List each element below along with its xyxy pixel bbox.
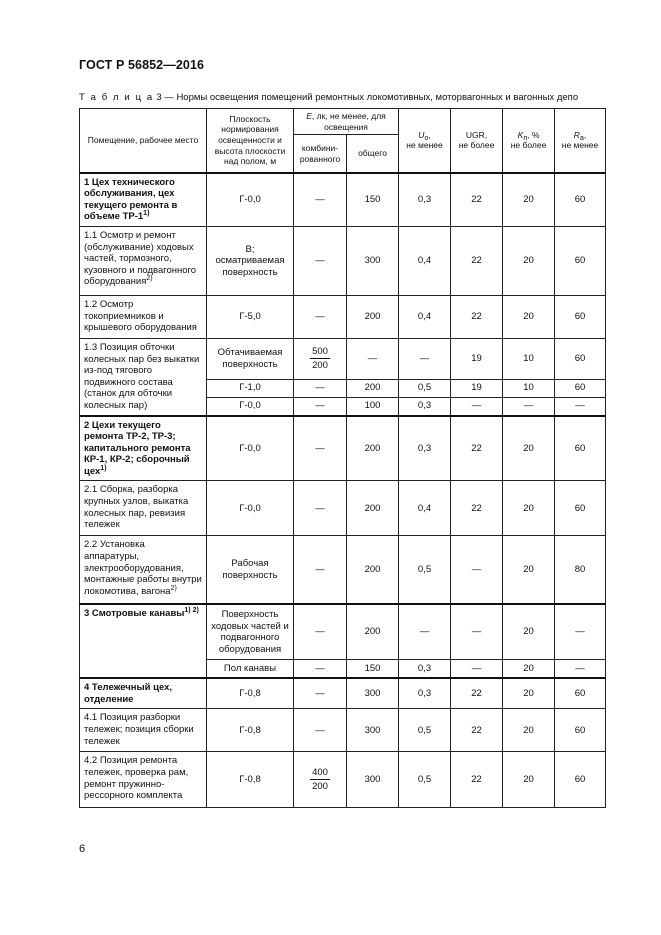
kp-cell: 20 xyxy=(503,536,555,604)
ra-cell: 60 xyxy=(555,379,606,397)
table-caption-title: 3 — Нормы освещения помещений ремонтных локомотивных, моторвагонных и вагонных депо xyxy=(153,92,579,103)
kp-cell: 10 xyxy=(503,339,555,380)
ra-unit: не менее xyxy=(561,140,599,151)
ugr-cell: 22 xyxy=(451,296,503,339)
ugr-cell: 22 xyxy=(451,752,503,808)
col-header-plane: Плоскость нормирования освещенности и высота плоскости над полом, м xyxy=(207,109,294,173)
uo-cell: 0,5 xyxy=(399,536,451,604)
general-cell: 200 xyxy=(347,536,399,604)
ra-symbol: R xyxy=(573,129,580,140)
plane-cell: Г-0,8 xyxy=(207,752,294,808)
uo-cell: — xyxy=(399,604,451,660)
combined-cell: — xyxy=(294,678,347,709)
ra-cell: 60 xyxy=(555,709,606,752)
ugr-cell: — xyxy=(451,397,503,415)
uo-unit: не менее xyxy=(406,140,443,151)
table-row xyxy=(80,709,606,752)
uo-cell: 0,4 xyxy=(399,227,451,296)
col-header-ugr xyxy=(451,109,503,173)
ra-cell: 60 xyxy=(555,173,606,227)
col-header-uo xyxy=(399,109,451,173)
plane-cell: Г-0,8 xyxy=(207,709,294,752)
kp-cell: 20 xyxy=(503,752,555,808)
general-cell: 200 xyxy=(347,481,399,536)
kp-cell: 20 xyxy=(503,481,555,536)
col-header-illuminance xyxy=(294,109,399,135)
room-cell: 2.1 Сборка, разборка крупных узлов, выкатка колесных пар, ревизия тележек xyxy=(80,481,207,536)
col-header-room: Помещение, рабочее место xyxy=(80,109,207,173)
general-cell: 300 xyxy=(347,227,399,296)
room-cell: 2 Цехи текущего ремонта ТР-2, ТР-3; капитального ремонта КР-1, КР-2; сборочный цех$^{1)}$ xyxy=(80,416,207,481)
table-row xyxy=(80,296,606,339)
kp-suffix: , % xyxy=(527,129,540,140)
uo-cell: 0,3 xyxy=(399,416,451,481)
plane-cell: Г-0,0 xyxy=(207,173,294,227)
general-cell: 100 xyxy=(347,397,399,415)
uo-cell: 0,4 xyxy=(399,296,451,339)
plane-cell: Г-0,0 xyxy=(207,397,294,415)
combined-cell xyxy=(294,752,347,808)
room-cell: 1.1 Осмотр и ремонт (обслуживание) ходовых частей, тормозного, кузовного и подвагонного оборудования$^{2)}$ xyxy=(80,227,207,296)
table-caption xyxy=(79,92,578,103)
general-cell: 300 xyxy=(347,752,399,808)
kp-symbol: K xyxy=(517,129,524,140)
uo-cell: — xyxy=(399,339,451,380)
ugr-cell: 22 xyxy=(451,173,503,227)
ugr-cell: 22 xyxy=(451,709,503,752)
kp-cell: — xyxy=(503,397,555,415)
ra-cell: 80 xyxy=(555,536,606,604)
ra-cell: 60 xyxy=(555,416,606,481)
plane-cell: Г-0,0 xyxy=(207,416,294,481)
table-row xyxy=(80,536,606,604)
kp-cell: 20 xyxy=(503,227,555,296)
ugr-cell: 22 xyxy=(451,678,503,709)
combined-cell: — xyxy=(294,173,347,227)
uo-cell: 0,3 xyxy=(399,660,451,678)
table-row xyxy=(80,481,606,536)
uo-cell: 0,5 xyxy=(399,379,451,397)
kp-subscript: п xyxy=(523,134,528,142)
general-cell: 150 xyxy=(347,173,399,227)
combined-cell: — xyxy=(294,296,347,339)
plane-cell: Г-0,8 xyxy=(207,678,294,709)
table-row xyxy=(80,339,606,380)
ugr-cell: 22 xyxy=(451,416,503,481)
ra-cell: 60 xyxy=(555,752,606,808)
e-symbol: E xyxy=(306,111,312,121)
e-suffix: , лк, не менее, для освещения xyxy=(311,111,386,132)
room-cell: 4.2 Позиция ремонта тележек, проверка рам, ремонт пружинно-рессорного комплекта xyxy=(80,752,207,808)
combined-cell: — xyxy=(294,536,347,604)
room-cell: 2.2 Установка аппаратуры, электрооборудования, монтажные работы внутри локомотива, вагона$^{2)}$ xyxy=(80,536,207,604)
kp-cell: 20 xyxy=(503,660,555,678)
table-row xyxy=(80,416,606,481)
page-number: 6 xyxy=(79,843,86,855)
kp-cell: 20 xyxy=(503,678,555,709)
uo-cell: 0,3 xyxy=(399,678,451,709)
kp-unit: не более xyxy=(510,140,547,151)
ugr-unit: не более xyxy=(458,140,495,151)
uo-cell: 0,4 xyxy=(399,481,451,536)
kp-cell: 20 xyxy=(503,296,555,339)
table-row xyxy=(80,173,606,227)
general-cell: 300 xyxy=(347,678,399,709)
general-cell: 200 xyxy=(347,604,399,660)
combined-cell: — xyxy=(294,709,347,752)
table-caption-label: Т а б л и ц а xyxy=(79,92,154,103)
room-cell: 1.2 Осмотр токоприемников и крышевого оборудования xyxy=(80,296,207,339)
ra-cell: 60 xyxy=(555,227,606,296)
plane-cell: Г-0,0 xyxy=(207,481,294,536)
table-row xyxy=(80,678,606,709)
table-row xyxy=(80,227,606,296)
plane-cell: Пол канавы xyxy=(207,660,294,678)
ra-subscript: a xyxy=(579,134,584,142)
room-cell: 4 Тележечный цех, отделение xyxy=(80,678,207,709)
document-code: ГОСТ Р 56852—2016 xyxy=(79,58,205,72)
uo-cell: 0,3 xyxy=(399,173,451,227)
general-cell: 150 xyxy=(347,660,399,678)
ra-cell: — xyxy=(555,397,606,415)
uo-cell: 0,5 xyxy=(399,752,451,808)
col-header-general: общего xyxy=(347,135,399,173)
uo-suffix: , xyxy=(428,129,431,140)
table-row xyxy=(80,752,606,808)
table-row xyxy=(80,604,606,660)
kp-cell: 10 xyxy=(503,379,555,397)
col-header-combined: комбини-рованного xyxy=(294,135,347,173)
combined-cell: — xyxy=(294,604,347,660)
general-cell: — xyxy=(347,339,399,380)
ra-cell: 60 xyxy=(555,678,606,709)
ra-cell: 60 xyxy=(555,339,606,380)
plane-cell: В; осматриваемая поверхность xyxy=(207,227,294,296)
uo-cell: 0,5 xyxy=(399,709,451,752)
ugr-cell: — xyxy=(451,604,503,660)
room-cell: 1 Цех технического обслуживания, цех текущего ремонта в объеме ТР-1$^{1)}$ xyxy=(80,173,207,227)
plane-cell: Г-5,0 xyxy=(207,296,294,339)
ra-cell: — xyxy=(555,660,606,678)
plane-cell: Г-1,0 xyxy=(207,379,294,397)
room-cell: 3 Смотровые канавы$^{1) 2)}$ xyxy=(80,604,207,678)
ugr-cell: 19 xyxy=(451,339,503,380)
uo-cell: 0,3 xyxy=(399,397,451,415)
general-cell: 200 xyxy=(347,296,399,339)
col-header-ra xyxy=(555,109,606,173)
combined-cell xyxy=(294,339,347,380)
combined-cell: — xyxy=(294,481,347,536)
kp-cell: 20 xyxy=(503,604,555,660)
room-cell: 1.3 Позиция обточки колесных пар без выкатки из-под тягового подвижного состава (станок для обточки колесных пар) xyxy=(80,339,207,416)
combined-cell: — xyxy=(294,379,347,397)
lighting-norms-table xyxy=(79,108,606,808)
uo-subscript: o xyxy=(424,134,429,142)
plane-cell: Обтачиваемая поверхность xyxy=(207,339,294,380)
ugr-cell: — xyxy=(451,660,503,678)
ra-cell: 60 xyxy=(555,296,606,339)
ugr-cell: 22 xyxy=(451,227,503,296)
combined-cell: — xyxy=(294,227,347,296)
combined-cell: — xyxy=(294,660,347,678)
kp-cell: 20 xyxy=(503,416,555,481)
ra-suffix: , xyxy=(583,129,587,140)
ugr-label: UGR, xyxy=(465,129,488,140)
ugr-cell: 19 xyxy=(451,379,503,397)
ra-cell: 60 xyxy=(555,481,606,536)
ugr-cell: 22 xyxy=(451,481,503,536)
col-header-kp xyxy=(503,109,555,173)
room-cell: 4.1 Позиция разборки тележек; позиция сборки тележек xyxy=(80,709,207,752)
uo-symbol: U xyxy=(418,129,425,140)
plane-cell: Рабочая поверхность xyxy=(207,536,294,604)
combined-cell: — xyxy=(294,416,347,481)
ugr-cell: — xyxy=(451,536,503,604)
general-cell: 200 xyxy=(347,379,399,397)
combined-fraction: $\frac{400}{200}$ xyxy=(312,766,328,793)
plane-cell: Поверхность ходовых частей и подвагонного оборудования xyxy=(207,604,294,660)
combined-cell: — xyxy=(294,397,347,415)
general-cell: 300 xyxy=(347,709,399,752)
kp-cell: 20 xyxy=(503,173,555,227)
general-cell: 200 xyxy=(347,416,399,481)
ra-cell: — xyxy=(555,604,606,660)
kp-cell: 20 xyxy=(503,709,555,752)
combined-fraction: $\frac{500}{200}$ xyxy=(312,345,328,372)
